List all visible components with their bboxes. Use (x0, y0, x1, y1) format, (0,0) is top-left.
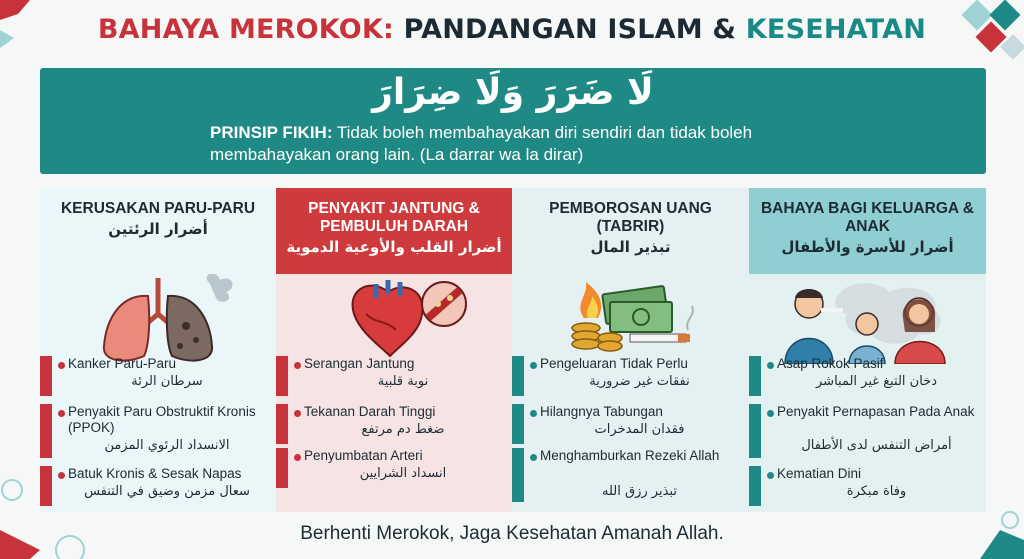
panel-money-waste: PEMBOROSAN UANG (TABRIR) تبذير المال Pengeluaran Tidak Perlu نفقات غير ضرورية Hilangnya Tabungan فقدان المدخرات Menghamburkan Rezeki Allah تبذير رزق الله (512, 188, 749, 512)
panel-title: PENYAKIT JANTUNG & PEMBULUH DARAH (308, 200, 480, 235)
bullet-icon (767, 362, 774, 369)
family-smoke-icon (749, 274, 986, 364)
title-part-1: BAHAYA MEROKOK: (97, 14, 394, 45)
principle-text (210, 122, 810, 166)
bullet-icon (530, 362, 537, 369)
bullet-icon (58, 362, 65, 369)
bullet-icon (767, 410, 774, 417)
panel-title: PEMBOROSAN UANG (TABRIR) (549, 200, 712, 235)
bullet-icon (294, 362, 301, 369)
panel-heart-disease: PENYAKIT JANTUNG & PEMBULUH DARAH أضرار القلب والأوعية الدموية Serangan Jantung نوبة قلبية Tekanan Darah Tinggi ضغط دم مرتفع Penyumbatan Arteri انسداد الشرايين (276, 188, 512, 512)
money-burning-icon (512, 274, 749, 364)
bullet-icon (530, 410, 537, 417)
heart-icon (276, 274, 512, 364)
panel-lung-damage: KERUSAKAN PARU-PARU أضرار الرئتين Kanker Paru-Paru سرطان الرئة Penyakit Paru Obstruktif Kronis (PPOK) الانسداد الرئوي المزمن Batuk Kronis & Sesak Napas سعال مزمن وضيق في التنفس (40, 188, 276, 512)
bullet-icon (294, 410, 301, 417)
lungs-icon (40, 274, 276, 364)
panel-arabic-title: أضرار للأسرة والأطفال (781, 238, 954, 256)
panel-title: BAHAYA BAGI KELUARGA & ANAK (760, 200, 974, 235)
bullet-icon (294, 454, 301, 461)
arabic-maxim: لَا ضَرَرَ وَلَا ضِرَارَ (372, 72, 654, 113)
fiqh-principle-banner (40, 68, 986, 174)
bullet-icon (58, 410, 65, 417)
panel-title: KERUSAKAN PARU-PARU (60, 200, 256, 217)
bullet-icon (767, 472, 774, 479)
bullet-icon (530, 454, 537, 461)
principle-body: Tidak boleh membahayakan diri sendiri dan tidak boleh membahayakan orang lain. (La darrar wa la dirar) (210, 123, 753, 164)
bullet-icon (58, 472, 65, 479)
title-part-2: PANDANGAN ISLAM & (403, 14, 737, 45)
footer-slogan: Berhenti Merokok, Jaga Kesehatan Amanah Allah. (300, 523, 724, 544)
page-title (0, 14, 1024, 45)
panel-arabic-title: تبذير المال (590, 238, 671, 256)
panel-family-harm: BAHAYA BAGI KELUARGA & ANAK أضرار للأسرة والأطفال Asap Rokok Pasif دخان التبغ غير المباشر Penyakit Pernapasan Pada Anak أمراض التنفس لدى الأطفال Kematian Dini وفاة مبكرة (749, 188, 986, 512)
panel-arabic-title: أضرار الرئتين (108, 220, 208, 238)
principle-label: PRINSIP FIKIH: (210, 123, 333, 142)
title-part-3: KESEHATAN (745, 14, 927, 45)
panel-arabic-title: أضرار القلب والأوعية الدموية (286, 238, 502, 256)
